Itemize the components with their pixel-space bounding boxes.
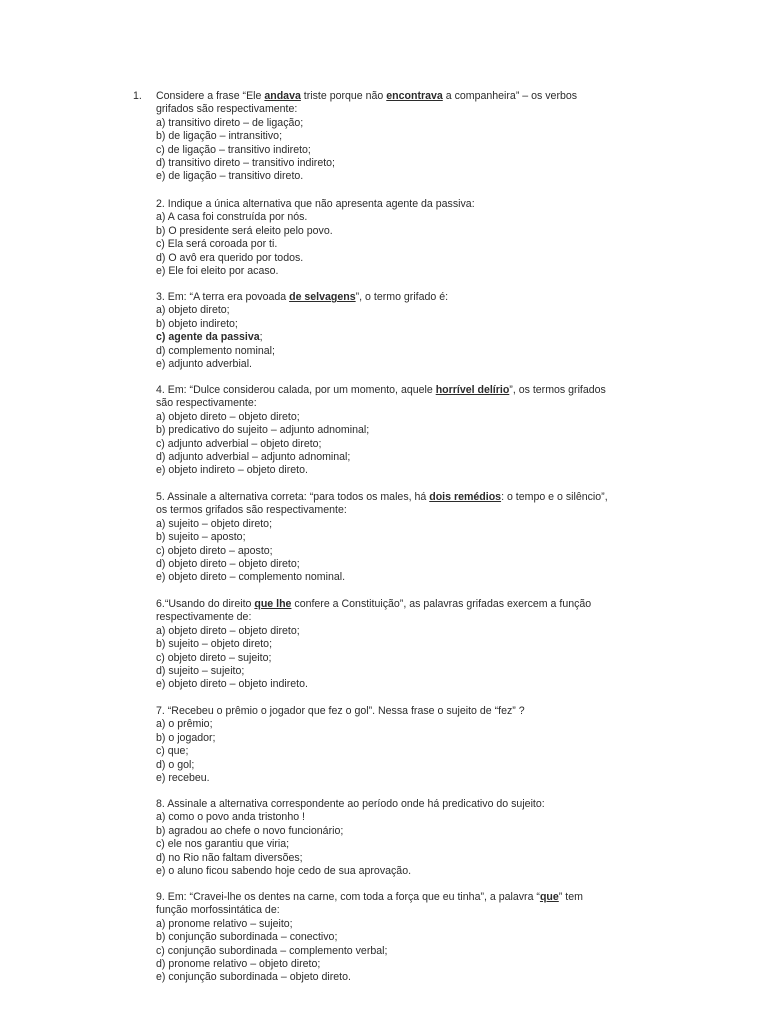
option-d: d) transitivo direto – transitivo indireto; — [156, 157, 335, 170]
question-text-line: são respectivamente: — [156, 397, 257, 410]
highlighted-term: dois remédios — [429, 491, 502, 503]
highlighted-term: andava — [264, 90, 301, 102]
question-text-line: função morfossintática de: — [156, 904, 280, 917]
option-a: a) como o povo anda tristonho ! — [156, 811, 305, 824]
option-b: b) O presidente será eleito pelo povo. — [156, 224, 333, 237]
option-c: c) que; — [156, 745, 189, 758]
question-text: 8. Assinale a alternativa correspondente ao período onde há predicativo do sujeito: — [156, 798, 545, 810]
question-number: 1. — [133, 90, 142, 102]
option-e: e) objeto indireto – objeto direto. — [156, 464, 308, 477]
option-b: b) predicativo do sujeito – adjunto adnominal; — [156, 424, 370, 437]
highlighted-term: que — [539, 891, 559, 903]
option-d: d) objeto direto – objeto direto; — [156, 558, 300, 571]
question-8 — [156, 798, 668, 878]
question-4 — [156, 384, 668, 478]
text-segment: confere a Constituição”, as palavras grifadas exercem a função — [291, 598, 592, 610]
option-e: e) de ligação – transitivo direto. — [156, 170, 304, 183]
option-d: d) complemento nominal; — [156, 344, 275, 357]
option-e: e) conjunção subordinada – objeto direto. — [156, 971, 351, 984]
option-e: e) objeto direto – objeto indireto. — [156, 678, 308, 691]
option-e: e) adjunto adverbial. — [156, 358, 252, 371]
option-b: b) sujeito – objeto direto; — [156, 638, 273, 651]
option-b: b) objeto indireto; — [156, 317, 238, 330]
highlighted-term: encontrava — [386, 90, 443, 102]
option-c: c) adjunto adverbial – objeto direto; — [156, 437, 322, 450]
option-a: a) objeto direto – objeto direto; — [156, 624, 300, 637]
text-segment: ” tem — [558, 891, 583, 903]
text-segment: ”, o termo grifado é: — [355, 291, 449, 303]
option-a: a) o prêmio; — [156, 718, 213, 731]
option-e: e) o aluno ficou sabendo hoje cedo de sua aprovação. — [156, 865, 412, 878]
highlighted-term: horrível delírio — [435, 384, 510, 396]
question-text: 2. Indique a única alternativa que não apresenta agente da passiva: — [156, 198, 475, 210]
question-text: 7. “Recebeu o prêmio o jogador que fez o gol”. Nessa frase o sujeito de “fez” ? — [156, 705, 525, 717]
option-e: e) Ele foi eleito por acaso. — [156, 265, 279, 278]
option-b: b) o jogador; — [156, 731, 216, 744]
option-c: c) de ligação – transitivo indireto; — [156, 143, 311, 156]
text-segment: ; — [259, 331, 263, 344]
highlighted-term: de selvagens — [289, 291, 356, 303]
question-1 — [133, 90, 653, 184]
question-6 — [156, 598, 668, 692]
text-segment: ”, os termos grifados — [509, 384, 606, 396]
option-b: b) agradou ao chefe o novo funcionário; — [156, 824, 344, 837]
text-segment: 9. Em: “Cravei-lhe os dentes na carne, com toda a força que eu tinha”, a palavra “ — [156, 891, 540, 903]
option-d: d) O avô era querido por todos. — [156, 251, 304, 264]
option-d: d) o gol; — [156, 758, 195, 771]
correct-answer: c) agente da passiva — [156, 331, 260, 344]
question-7 — [156, 705, 668, 785]
option-d: d) adjunto adverbial – adjunto adnominal; — [156, 451, 351, 464]
question-text-line: grifados são respectivamente: — [156, 103, 298, 116]
question-text — [156, 90, 653, 103]
option-b: b) sujeito – aposto; — [156, 531, 246, 544]
option-c: c) objeto direto – sujeito; — [156, 651, 272, 664]
text-segment: a companheira” – os verbos — [442, 90, 578, 102]
option-c: c) ele nos garantiu que viria; — [156, 838, 290, 851]
option-d: d) sujeito – sujeito; — [156, 665, 245, 678]
option-d: d) pronome relativo – objeto direto; — [156, 958, 321, 971]
option-e: e) objeto direto – complemento nominal. — [156, 571, 346, 584]
text-segment: 5. Assinale a alternativa correta: “para todos os males, há — [156, 491, 430, 503]
text-segment: 4. Em: “Dulce considerou calada, por um momento, aquele — [156, 384, 436, 396]
question-text — [156, 384, 668, 397]
option-c: c) conjunção subordinada – complemento verbal; — [156, 944, 388, 957]
option-e: e) recebeu. — [156, 772, 210, 785]
question-5 — [156, 491, 668, 585]
question-text — [156, 491, 668, 504]
option-a: a) sujeito – objeto direto; — [156, 517, 273, 530]
question-text — [156, 891, 668, 904]
question-2 — [156, 198, 668, 278]
question-text — [156, 291, 668, 304]
option-b: b) de ligação – intransitivo; — [156, 130, 283, 143]
text-segment: : o tempo e o silêncio”, — [501, 491, 608, 503]
text-segment: 6.“Usando do direito — [156, 598, 255, 610]
option-c: c) Ela será coroada por ti. — [156, 238, 278, 251]
option-a: a) transitivo direto – de ligação; — [156, 116, 304, 129]
question-text — [156, 598, 668, 611]
highlighted-term: que lhe — [254, 598, 292, 610]
option-a: a) objeto direto – objeto direto; — [156, 410, 300, 423]
text-segment: Considere a frase “Ele — [156, 90, 265, 102]
option-d: d) no Rio não faltam diversões; — [156, 851, 303, 864]
option-a: a) pronome relativo – sujeito; — [156, 917, 293, 930]
option-a: a) A casa foi construída por nós. — [156, 211, 308, 224]
option-c — [156, 331, 668, 344]
option-a: a) objeto direto; — [156, 304, 230, 317]
question-text-line: os termos grifados são respectivamente: — [156, 504, 347, 517]
question-text-line: respectivamente de: — [156, 611, 252, 624]
question-9 — [156, 891, 668, 985]
text-segment: 3. Em: “A terra era povoada — [156, 291, 290, 303]
question-3 — [156, 291, 668, 371]
option-b: b) conjunção subordinada – conectivo; — [156, 931, 338, 944]
text-segment: triste porque não — [300, 90, 387, 102]
option-c: c) objeto direto – aposto; — [156, 544, 273, 557]
